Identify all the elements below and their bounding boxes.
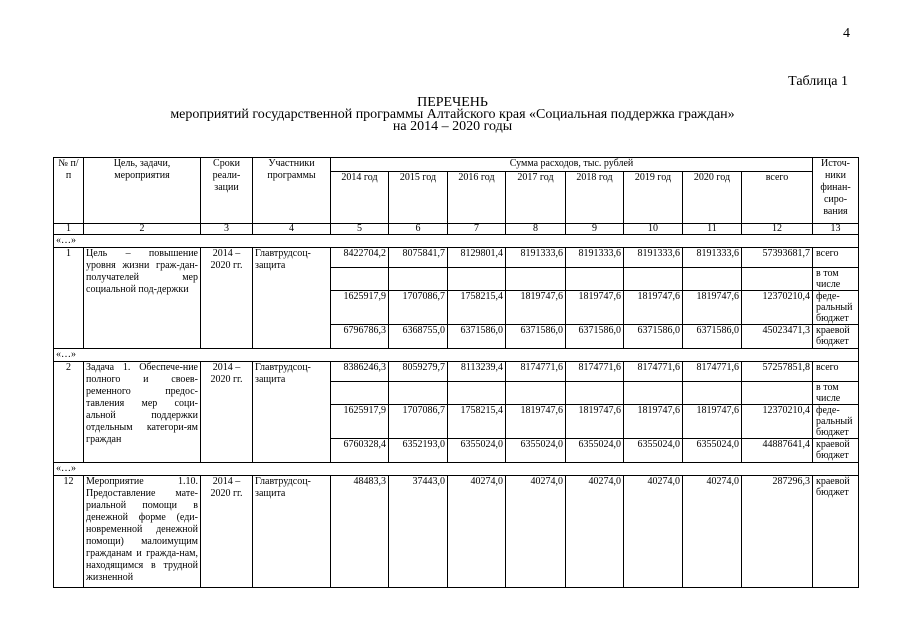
header-sources: Источ-ники финан-сиро-вания <box>813 158 859 224</box>
row-participant: Главтрудсоц-защита <box>253 248 331 349</box>
value-year: 1819747,6 <box>683 405 742 439</box>
value-year: 8386246,3 <box>331 362 389 382</box>
value-year: 1819747,6 <box>624 405 683 439</box>
value-total: 12370210,4 <box>742 405 813 439</box>
row-number: 12 <box>54 476 84 588</box>
value-total <box>742 268 813 291</box>
value-year: 6760328,4 <box>331 439 389 463</box>
value-year <box>389 382 448 405</box>
value-year: 40274,0 <box>448 476 506 588</box>
value-year <box>331 382 389 405</box>
header-period: Сроки реали-зации <box>201 158 253 224</box>
value-year: 8191333,6 <box>624 248 683 268</box>
value-year: 6371586,0 <box>448 325 506 349</box>
funding-source: краевой бюджет <box>813 325 859 349</box>
value-year: 8129801,4 <box>448 248 506 268</box>
value-year: 48483,3 <box>331 476 389 588</box>
value-total <box>742 382 813 405</box>
value-year: 6371586,0 <box>566 325 624 349</box>
value-year <box>683 268 742 291</box>
value-year: 8059279,7 <box>389 362 448 382</box>
column-number: 5 <box>331 224 389 235</box>
value-year: 8113239,4 <box>448 362 506 382</box>
row-period: 2014 – 2020 гг. <box>201 362 253 463</box>
value-year: 8422704,2 <box>331 248 389 268</box>
value-year: 8174771,6 <box>506 362 566 382</box>
value-year: 8191333,6 <box>506 248 566 268</box>
value-year: 1819747,6 <box>566 405 624 439</box>
value-year: 6371586,0 <box>506 325 566 349</box>
table-label: Таблица 1 <box>788 74 848 89</box>
funding-source: в том числе <box>813 268 859 291</box>
row-participant: Главтрудсоц-защита <box>253 476 331 588</box>
value-year: 6355024,0 <box>683 439 742 463</box>
header-year-2: 2016 год <box>448 172 506 224</box>
header-year-7: всего <box>742 172 813 224</box>
header-year-3: 2017 год <box>506 172 566 224</box>
value-year <box>566 268 624 291</box>
omitted-rows-marker: «…» <box>54 463 859 476</box>
title-line-2: мероприятий государственной программы Алтайского края «Социальная поддержка граждан» <box>170 107 735 122</box>
value-year: 37443,0 <box>389 476 448 588</box>
funding-source: краевой бюджет <box>813 476 859 588</box>
value-total: 45023471,3 <box>742 325 813 349</box>
value-total: 287296,3 <box>742 476 813 588</box>
column-number: 6 <box>389 224 448 235</box>
value-year: 1819747,6 <box>506 405 566 439</box>
column-number: 11 <box>683 224 742 235</box>
value-year: 40274,0 <box>624 476 683 588</box>
row-period: 2014 – 2020 гг. <box>201 248 253 349</box>
row-number: 2 <box>54 362 84 463</box>
value-year: 1707086,7 <box>389 291 448 325</box>
row-description: Задача 1. Обеспече-ние полного и своев-ременного предос-тавления мер соци-альной поддержки отдельным категори-ям граждан <box>84 362 201 463</box>
value-year: 6355024,0 <box>506 439 566 463</box>
value-year: 1758215,4 <box>448 405 506 439</box>
value-year <box>331 268 389 291</box>
row-participant: Главтрудсоц-защита <box>253 362 331 463</box>
title-line-3: на 2014 – 2020 годы <box>392 119 513 134</box>
value-year: 40274,0 <box>683 476 742 588</box>
value-year: 6355024,0 <box>566 439 624 463</box>
value-total: 57257851,8 <box>742 362 813 382</box>
header-year-1: 2015 год <box>389 172 448 224</box>
expenses-table <box>53 157 859 588</box>
value-year: 6352193,0 <box>389 439 448 463</box>
funding-source: всего <box>813 362 859 382</box>
value-year: 1819747,6 <box>624 291 683 325</box>
funding-source: феде-ральный бюджет <box>813 405 859 439</box>
column-number: 8 <box>506 224 566 235</box>
title-line-1: ПЕРЕЧЕНЬ <box>417 95 488 110</box>
header-participants: Участники программы <box>253 158 331 224</box>
value-year: 1758215,4 <box>448 291 506 325</box>
value-year <box>566 382 624 405</box>
funding-source: в том числе <box>813 382 859 405</box>
value-year: 40274,0 <box>566 476 624 588</box>
value-year: 6368755,0 <box>389 325 448 349</box>
value-year: 6371586,0 <box>624 325 683 349</box>
header-num: № п/п <box>54 158 84 224</box>
header-year-4: 2018 год <box>566 172 624 224</box>
header-sum-group: Сумма расходов, тыс. рублей <box>331 158 813 172</box>
value-year <box>448 382 506 405</box>
value-year: 6355024,0 <box>624 439 683 463</box>
funding-source: феде-ральный бюджет <box>813 291 859 325</box>
value-year: 1707086,7 <box>389 405 448 439</box>
table-row <box>54 248 859 268</box>
funding-source: всего <box>813 248 859 268</box>
column-number: 4 <box>253 224 331 235</box>
value-year: 1819747,6 <box>683 291 742 325</box>
column-number: 13 <box>813 224 859 235</box>
value-year <box>683 382 742 405</box>
value-year <box>506 268 566 291</box>
header-year-6: 2020 год <box>683 172 742 224</box>
value-year: 6371586,0 <box>683 325 742 349</box>
column-number: 12 <box>742 224 813 235</box>
row-description: Мероприятие 1.10. Предоставление мате-риальной помощи в денежной форме (еди-новременной денежной помощи) малоимущим гражданам и гражда-нам, находящимся в трудной жизненной <box>84 476 201 588</box>
table-row <box>54 476 859 588</box>
value-year: 8191333,6 <box>683 248 742 268</box>
value-year: 8075841,7 <box>389 248 448 268</box>
value-year <box>624 382 683 405</box>
funding-source: краевой бюджет <box>813 439 859 463</box>
value-year: 8191333,6 <box>566 248 624 268</box>
header-year-5: 2019 год <box>624 172 683 224</box>
value-year: 1625917,9 <box>331 405 389 439</box>
value-total: 12370210,4 <box>742 291 813 325</box>
value-year: 8174771,6 <box>624 362 683 382</box>
column-number: 2 <box>84 224 201 235</box>
value-year: 8174771,6 <box>683 362 742 382</box>
page-number: 4 <box>843 26 850 41</box>
column-number: 1 <box>54 224 84 235</box>
omitted-rows-marker: «…» <box>54 349 859 362</box>
value-year: 40274,0 <box>506 476 566 588</box>
value-year: 8174771,6 <box>566 362 624 382</box>
value-year <box>506 382 566 405</box>
header-year-0: 2014 год <box>331 172 389 224</box>
row-number: 1 <box>54 248 84 349</box>
value-year: 6355024,0 <box>448 439 506 463</box>
value-year <box>389 268 448 291</box>
value-year: 1819747,6 <box>506 291 566 325</box>
row-period: 2014 – 2020 гг. <box>201 476 253 588</box>
column-number: 10 <box>624 224 683 235</box>
value-year <box>448 268 506 291</box>
column-number: 3 <box>201 224 253 235</box>
document-title <box>0 97 905 133</box>
column-number: 9 <box>566 224 624 235</box>
value-year <box>624 268 683 291</box>
omitted-rows-marker: «…» <box>54 235 859 248</box>
value-year: 1625917,9 <box>331 291 389 325</box>
value-total: 57393681,7 <box>742 248 813 268</box>
value-year: 6796786,3 <box>331 325 389 349</box>
table-row <box>54 362 859 382</box>
value-total: 44887641,4 <box>742 439 813 463</box>
column-number: 7 <box>448 224 506 235</box>
row-description: Цель – повышение уровня жизни граж-дан-получателей мер социальной под-держки <box>84 248 201 349</box>
value-year: 1819747,6 <box>566 291 624 325</box>
header-goal: Цель, задачи, мероприятия <box>84 158 201 224</box>
